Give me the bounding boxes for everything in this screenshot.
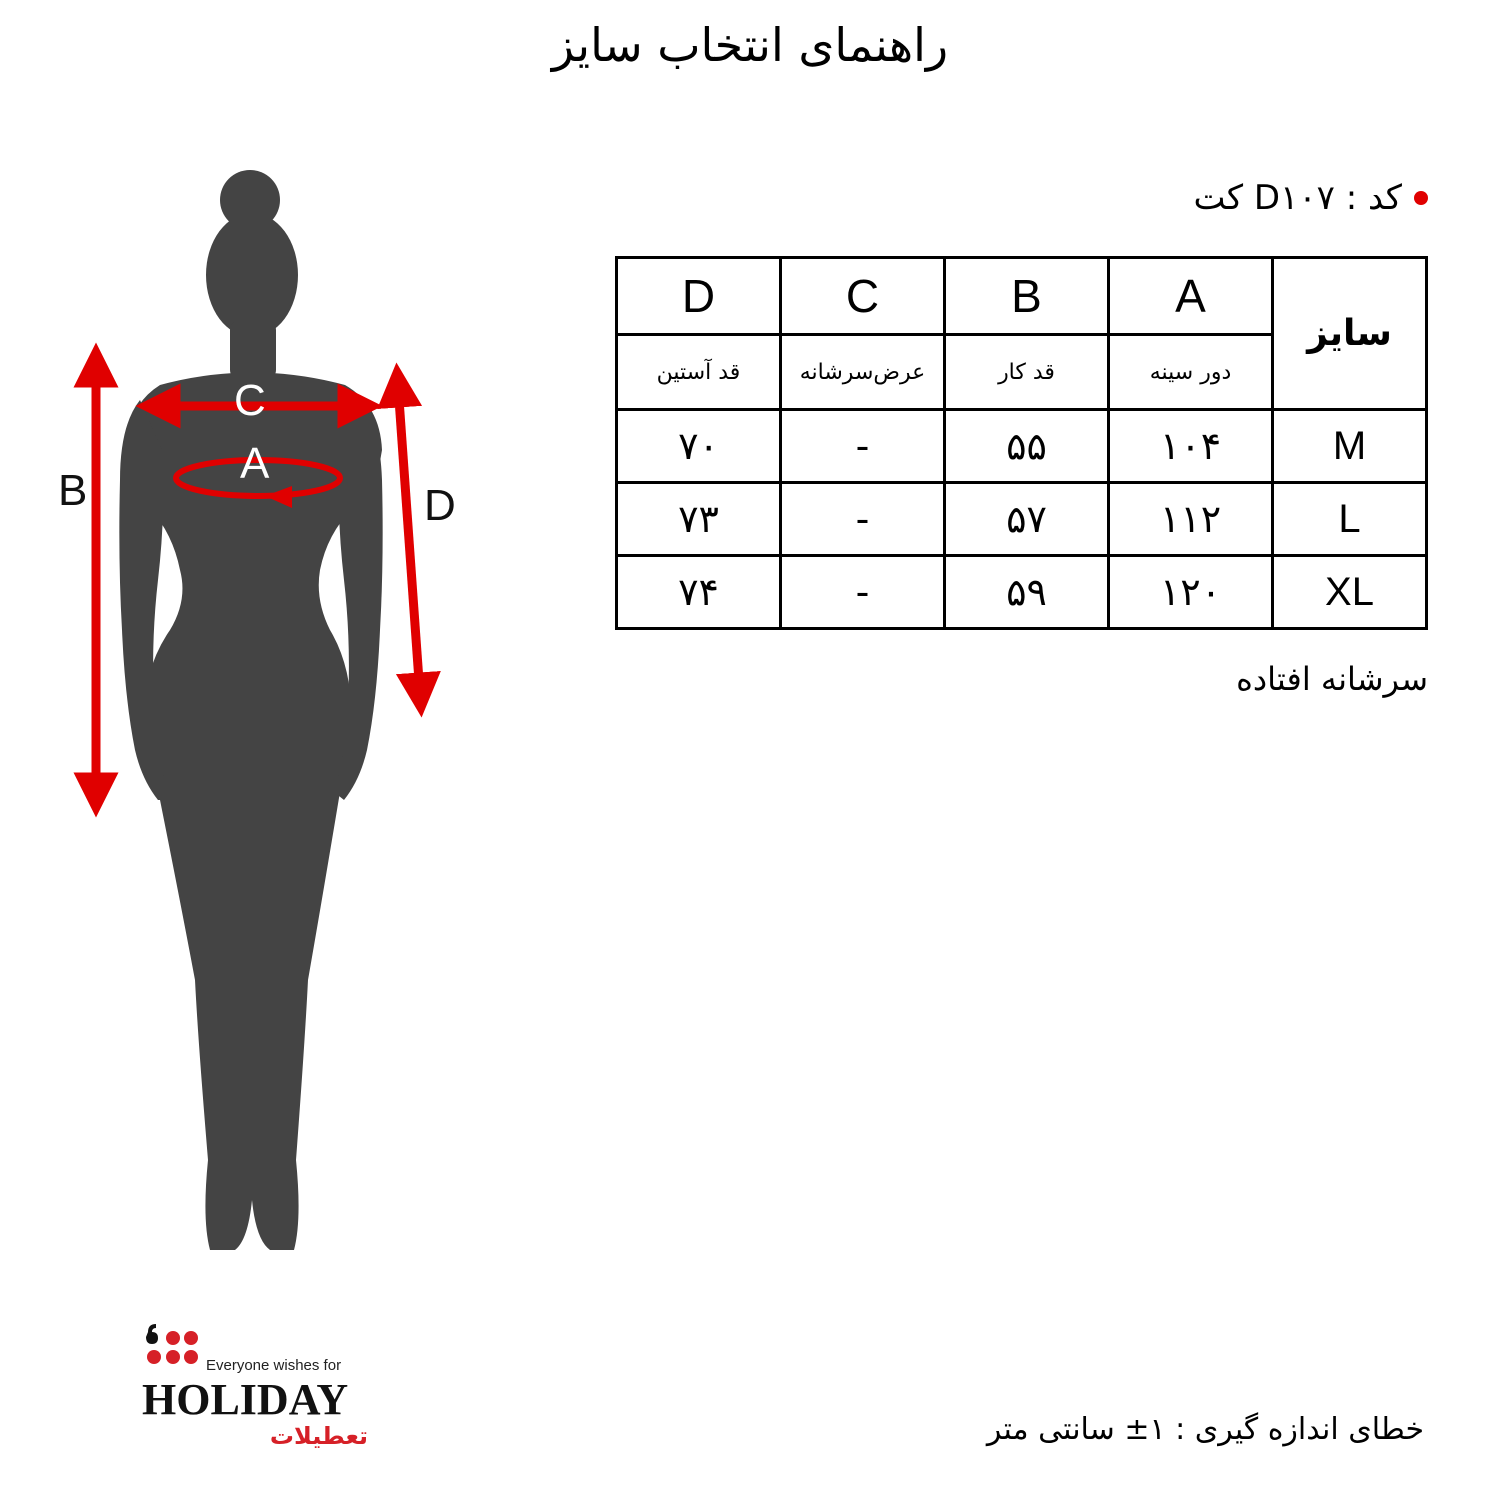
value-cell: ۷۴: [617, 556, 781, 629]
size-table: [615, 256, 1428, 630]
table-row: [617, 483, 1427, 556]
logo-brand-fa: تعطیلات: [269, 1422, 368, 1450]
body-silhouette: [119, 170, 382, 1250]
column-letter: A: [1109, 258, 1273, 335]
size-cell: L: [1273, 483, 1427, 556]
label-d: D: [424, 481, 456, 530]
bullet-icon: [1414, 191, 1428, 205]
fit-note: سرشانه افتاده: [1236, 660, 1428, 698]
logo-tagline: Everyone wishes for: [206, 1357, 342, 1374]
value-cell: ۵۵: [945, 410, 1109, 483]
value-cell: ۱۱۲: [1109, 483, 1273, 556]
table-row: [617, 410, 1427, 483]
holiday-logo: [142, 1322, 382, 1462]
value-cell: ۱۰۴: [1109, 410, 1273, 483]
value-cell: -: [781, 410, 945, 483]
table-row: [617, 556, 1427, 629]
column-label: عرض‌سرشانه: [781, 335, 945, 410]
label-a: A: [240, 439, 270, 488]
logo-brand: HOLIDAY: [142, 1375, 349, 1424]
column-label: قد کار: [945, 335, 1109, 410]
size-header: سایز: [1273, 258, 1427, 410]
value-cell: ۷۳: [617, 483, 781, 556]
logo-dots-icon: [142, 1322, 212, 1374]
column-label: قد آستین: [617, 335, 781, 410]
value-cell: ۵۷: [945, 483, 1109, 556]
value-cell: ۵۹: [945, 556, 1109, 629]
product-code-text: کد : D۱۰۷ کت: [1193, 178, 1402, 218]
arrow-d: [398, 385, 420, 695]
label-c: C: [234, 376, 266, 425]
measurement-error-note: خطای اندازه گیری : ۱± سانتی متر: [986, 1412, 1424, 1447]
value-cell: -: [781, 556, 945, 629]
value-cell: ۷۰: [617, 410, 781, 483]
column-letter: B: [945, 258, 1109, 335]
value-cell: -: [781, 483, 945, 556]
size-cell: XL: [1273, 556, 1427, 629]
column-label: دور سینه: [1109, 335, 1273, 410]
column-letter: C: [781, 258, 945, 335]
table-header-row: [617, 258, 1427, 335]
label-b: B: [58, 466, 88, 515]
body-measurement-figure: [30, 160, 470, 1260]
size-cell: M: [1273, 410, 1427, 483]
column-letter: D: [617, 258, 781, 335]
product-code: [1194, 178, 1428, 218]
page-title: راهنمای انتخاب سایز: [551, 18, 949, 72]
value-cell: ۱۲۰: [1109, 556, 1273, 629]
